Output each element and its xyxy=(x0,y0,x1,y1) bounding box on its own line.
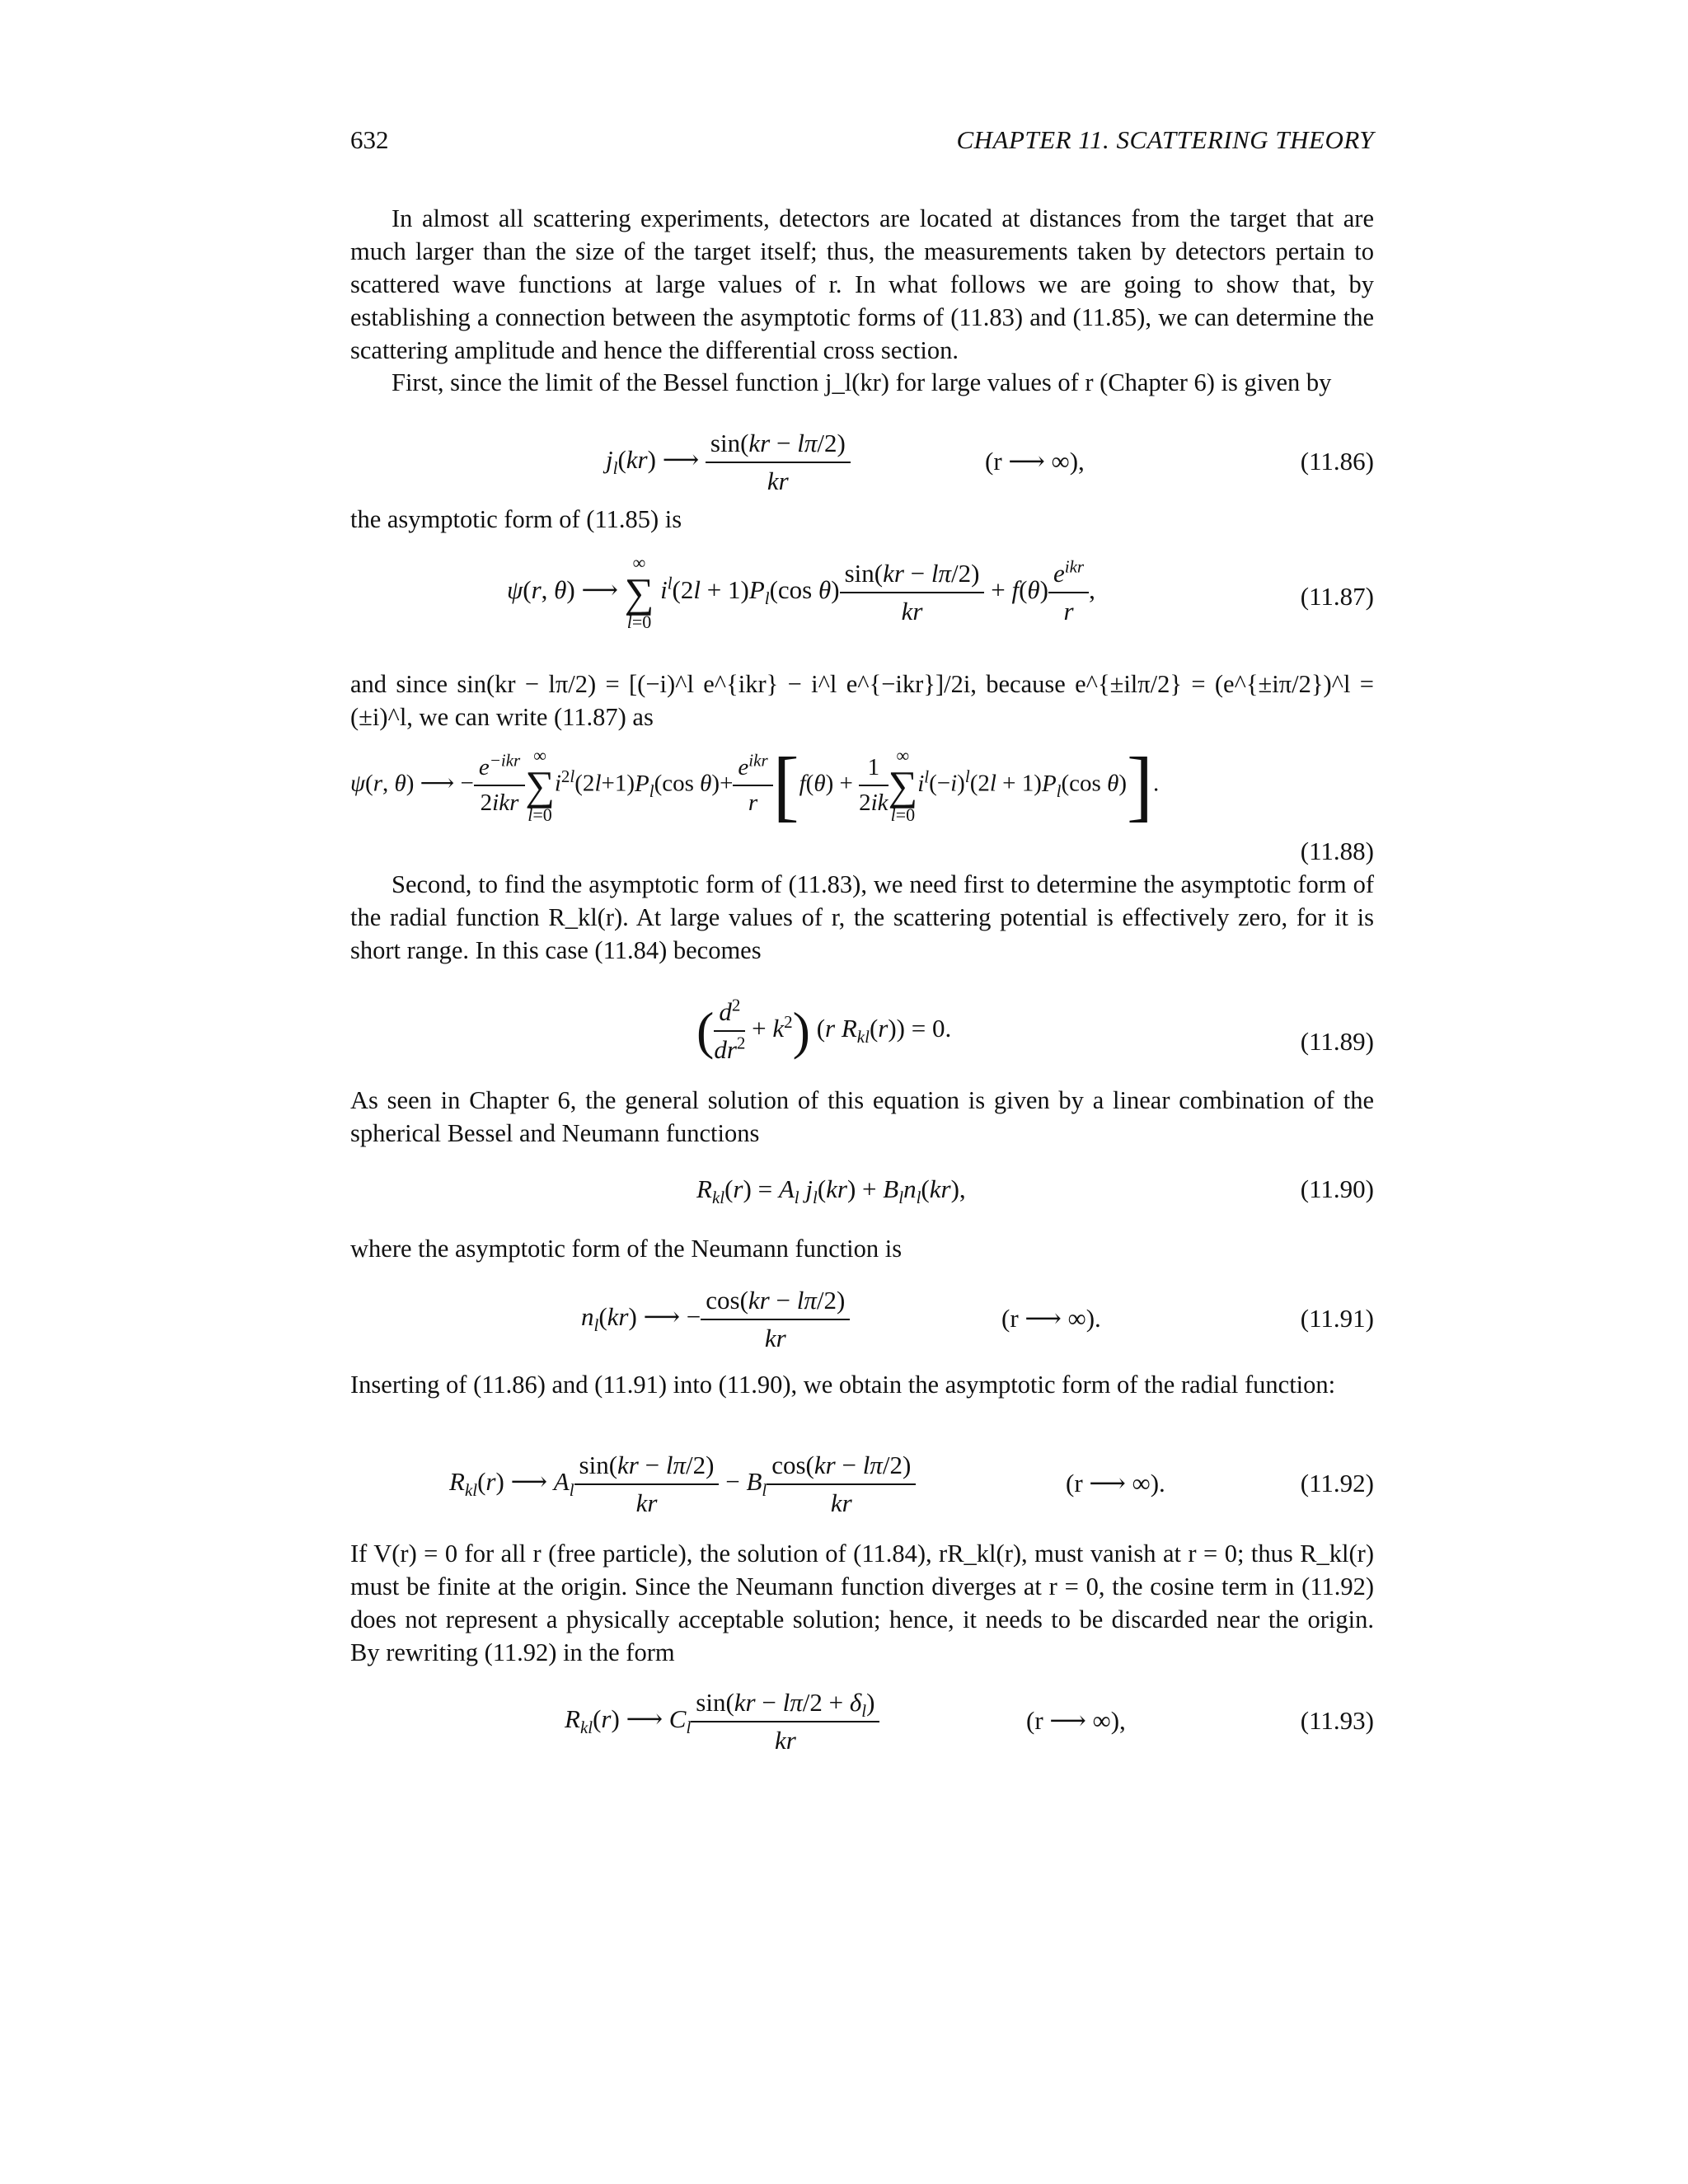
equation-11-90: $R_{kl}(r) = A_l$ $j_l(kr) + B_ln_l(kr)$, (11.90) xyxy=(696,1174,1374,1208)
equation-number: (11.92) xyxy=(1300,1469,1374,1497)
eq-condition: (r ⟶ ∞). xyxy=(1066,1469,1165,1497)
equation-number: (11.86) xyxy=(1300,447,1374,476)
paragraph-2: First, since the limit of the Bessel function j_l(kr) for large values of r (Chapter 6) is given by xyxy=(392,368,1332,396)
paragraph-4: and since sin(kr − lπ/2) = [(−i)^l e^{ikr} − i^l e^{−ikr}]/2i, because e^{±ilπ/2} = (e^{±iπ/2})^l = (±i)^l, we can write (11.87) as xyxy=(350,670,1374,731)
eq-condition: (r ⟶ ∞). xyxy=(1001,1304,1101,1333)
paragraph-9: If V(r) = 0 for all r (free particle), the solution of (11.84), rR_kl(r), must vanish at r = 0; thus R_kl(r) must be finite at the origin. Since the Neumann function diverges at r = 0, the cosine term in (11.92) does not represent a physically acceptable solution; hence, it needs to be discarded near the origin. By rewriting (11.92) in the form xyxy=(350,1540,1374,1666)
paragraph-8: Inserting of (11.86) and (11.91) into (11.90), we obtain the asymptotic form of the radial function: xyxy=(350,1371,1336,1399)
equation-number: (11.93) xyxy=(1300,1706,1374,1735)
paragraph-3: the asymptotic form of (11.85) is xyxy=(350,505,682,533)
equation-11-88: ψ(r, θ) ⟶ − $\frac{e^{-ikr}}{\text{2ikr}}$ ∞ ∑ l=0 $i^{2l}(2l+1)P_l(\cos$ θ)+ $\frac{e^{ikr}}{r}$ [f(θ) + $\frac{1}{2ik}$ ∞ ∑ l=0 $i^l(-i)^l(2l + 1)P_l(\cos$ θ)]. (11.88) xyxy=(350,741,1374,865)
paragraph-6: As seen in Chapter 6, the general solution of this equation is given by a linear combination of the spherical Bessel and Neumann functions xyxy=(350,1086,1374,1147)
page-number: 632 xyxy=(350,125,389,154)
equation-11-92: $R_{kl}(r)$ ⟶ $A_l$ $\frac{\sin(kr - l\pi/2)}{kr}$ − $B_l$ $\frac{\cos(kr - l\pi/2)}{kr}$ (r ⟶ ∞). (11.92) xyxy=(449,1451,1374,1517)
chapter-title: CHAPTER 11. SCATTERING THEORY xyxy=(956,125,1374,154)
eq-condition: (r ⟶ ∞), xyxy=(1026,1706,1126,1735)
equation-number: (11.87) xyxy=(1300,582,1374,611)
equation-number: (11.90) xyxy=(1300,1174,1374,1203)
equation-11-87: ψ(r, θ) ⟶ ∞ ∑ l=0 $i^l(2l + 1)P_l(\cos$ θ) $\frac{\sin(kr - l\pi/2)}{kr}$ + f(θ) $\frac{e^{ikr}}{r}$ , (11.87) xyxy=(507,552,1374,632)
running-header xyxy=(350,125,1374,162)
equation-11-86: $j_l(kr)$ ⟶ $\frac{\sin(kr - l\pi/2)}{kr}$ (r ⟶ ∞), (11.86) xyxy=(606,429,1374,495)
equation-11-93: $R_{kl}(r)$ ⟶ $C_l$ $\frac{\sin(kr - l\pi/2 + \delta_l)}{kr}$ (r ⟶ ∞), (11.93) xyxy=(565,1688,1374,1755)
equation-number: (11.88) xyxy=(1300,837,1374,865)
equation-number: (11.91) xyxy=(1300,1304,1374,1333)
paragraph-7: where the asymptotic form of the Neumann function is xyxy=(350,1235,903,1263)
eq-condition: (r ⟶ ∞), xyxy=(985,447,1085,476)
equation-11-89: ( $\frac{d^2}{dr^2}$ + $k^2$) (r $R_{kl}(r)) = 0$. (11.89) xyxy=(696,995,1374,1064)
equation-number: (11.89) xyxy=(1300,1027,1374,1056)
paragraph-1: In almost all scattering experiments, detectors are located at distances from the target that are much larger than the size of the target itself; thus, the measurements taken by detectors pertain to scattered wave functions at large values of r. In what follows we are going to show that, by establishing a connection between the asymptotic forms of (11.83) and (11.85), we can determine the scattering amplitude and hence the differential cross section. xyxy=(350,204,1374,364)
paragraph-5: Second, to find the asymptotic form of (11.83), we need first to determine the asymptotic form of the radial function R_kl(r). At large values of r, the scattering potential is effectively zero, for it is short range. In this case (11.84) becomes xyxy=(350,870,1374,964)
equation-11-91: $n_l(kr)$ ⟶ − $\frac{\cos(kr - l\pi/2)}{kr}$ (r ⟶ ∞). (11.91) xyxy=(581,1286,1374,1352)
